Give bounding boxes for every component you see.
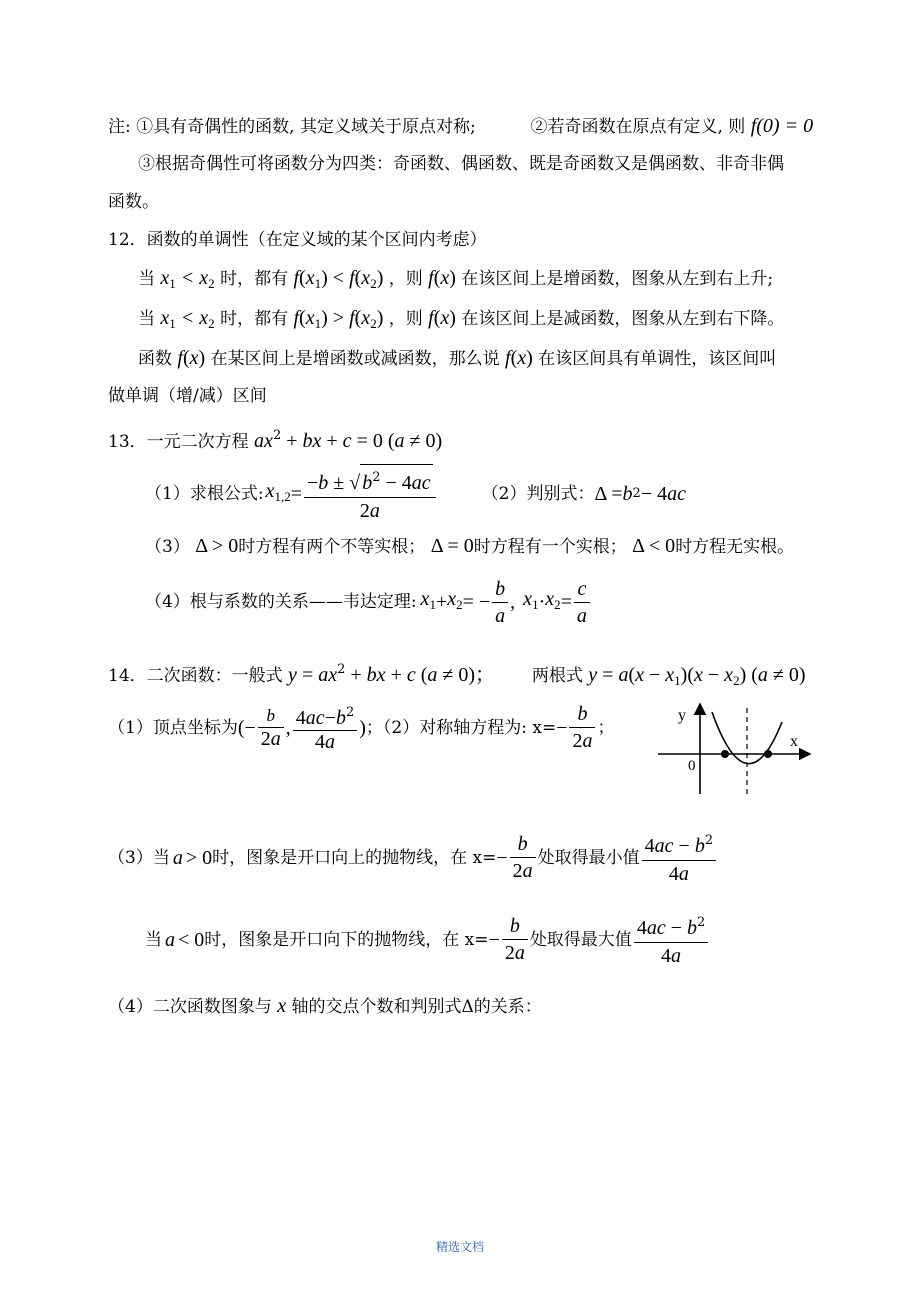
root-point-2 [764,750,772,758]
s12-increase: 当 $x_1 < x_2$ 时，都有 $f(x_1) < f(x_2)$ ，则 f(x) 在该区间上是增函数，图象从左到右上升; [138,267,774,291]
s12-decrease: 当 $x_1 < x_2$ 时，都有 $f(x_1) > f(x_2)$ ，则 f(x) 在该区间上是减函数，图象从左到右下降。 [138,307,785,331]
s13-title: 13．一元二次方程 $ax^2$ + bx + c = 0 (a ≠ 0) [108,428,443,452]
s13-p1: （1）求根公式: $x_{1,2}$ = $\frac{-b \pm √ b^2 - 4ac}{2a}$ （2）判别式： Δ = b 2 − 4 ac [145,462,686,526]
root-point-1 [721,750,729,758]
y-label: y [678,707,686,724]
footer-watermark: 精选文档 [435,1240,484,1254]
note-prefix: 注: ①具有奇偶性的函数, 其定义域关于原点对称; [108,117,476,137]
note-line-3: 函数。 [108,192,159,212]
s12-monotonic-2: 做单调（增/减）区间 [108,386,267,406]
s14-p3b: 当 a < 0 时，图象是开口向下的抛物线，在 x= − $\frac{b}{2a}$ 处取得最大值 $\frac{4ac - b^2}{4a}$ [145,910,710,970]
s14-p4: （4）二次函数图象与 x 轴的交点个数和判别式Δ的关系： [108,995,542,1017]
root-formula-fraction: $\frac{-b \pm √ b^2 - 4ac}{2a}$ [304,464,436,525]
s14-title: 14．二次函数：一般式 $y = ax^2$ + bx + c (a ≠ 0)； 两根式 $y = a(x - x_1)(x - x_2)$ (a ≠ 0) [108,662,806,688]
note-line-2: ③根据奇偶性可将函数分为四类：奇函数、偶函数、既是奇函数又是偶函数、非奇非偶 [138,154,784,174]
s14-p1: （1）顶点坐标为 (− $\frac{b}{2a}$ , $\frac{4ac-b^2}{4a}$ ) ；（2）对称轴方程为: x= − $\frac{b}{2a}$ ； [108,703,615,753]
s13-p4: （4）根与系数的关系——韦达定理: $x_1$ + $x_2$ = − $\frac{b}{a}$ , $x_1$ · $x_2$ = $\frac{c}{a}$ [145,572,592,632]
note-part2: ②若奇函数在原点有定义, 则 [530,117,746,137]
note-math: f(0) = 0 [750,115,814,137]
s14-p3: （3）当 a > 0 时，图象是开口向上的抛物线，在 x= − $\frac{b}{2a}$ 处取得最小值 $\frac{4ac - b^2}{4a}$ [108,828,718,888]
x-label: x [790,733,798,750]
parabola-graph [650,698,820,798]
s12-title: 12．函数的单调性（在定义域的某个区间内考虑） [108,230,487,250]
origin-label: 0 [688,758,696,774]
note-line-1 [108,114,813,139]
s13-p3: （3） Δ > 0时方程有两个不等实根； Δ = 0时方程有一个实根； Δ < 0时方程无实根。 [145,535,795,557]
s12-monotonic: 函数 f(x) 在某区间上是增函数或减函数，那么说 f(x) 在该区间具有单调性，该区间叫 [138,347,777,369]
